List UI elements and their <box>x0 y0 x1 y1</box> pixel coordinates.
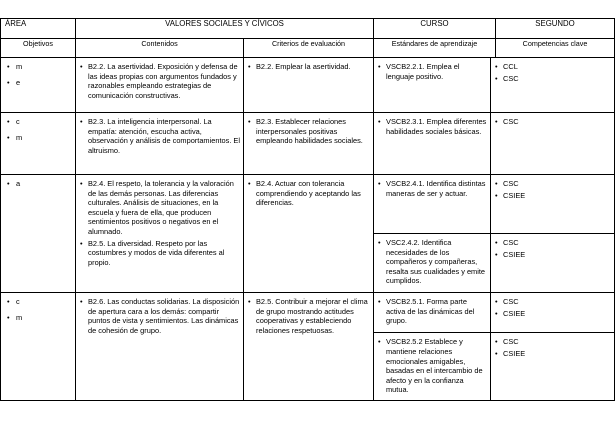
contenidos-cell <box>76 175 244 293</box>
criterio-item: • B2.4. Actuar con tolerancia comprendiendo y aceptando las diferencias. <box>247 179 370 208</box>
contenido-list <box>76 293 243 340</box>
objetivo-list <box>1 293 75 331</box>
objetivo-list <box>1 58 75 96</box>
course-label: CURSO <box>374 19 496 39</box>
estandar-list <box>374 58 490 86</box>
estandares-cell <box>374 58 615 113</box>
competencias-cell <box>491 113 614 174</box>
criterio-list <box>244 175 373 213</box>
competencia-list <box>491 333 614 363</box>
criterios-cell <box>244 58 374 113</box>
title-row <box>1 19 615 39</box>
column-header-competencias: Competencias clave <box>496 39 615 58</box>
contenidos-cell <box>76 293 244 401</box>
criterio-list <box>244 293 373 340</box>
column-header-estandares: Estándares de aprendizaje <box>374 39 496 58</box>
objetivo-item: • m <box>4 133 72 143</box>
contenidos-cell <box>76 58 244 113</box>
estandar-row <box>374 332 614 400</box>
criterios-cell <box>244 293 374 401</box>
estandar-list <box>374 175 490 203</box>
objetivo-item: • c <box>4 117 72 127</box>
estandares-cell <box>374 113 615 175</box>
estandar-cell <box>374 113 491 174</box>
column-header-criterios: Criterios de evaluación <box>244 39 374 58</box>
objetivo-list <box>1 113 75 151</box>
objetivo-item: • m <box>4 62 72 72</box>
table-row <box>1 113 615 175</box>
objetivo-item: • c <box>4 297 72 307</box>
estandares-group <box>374 175 614 292</box>
estandar-cell <box>374 175 491 233</box>
table-body <box>1 58 615 401</box>
objetivo-item: • m <box>4 313 72 323</box>
estandar-item: • VSCB2.2.1. Emplea el lenguaje positivo. <box>377 62 487 81</box>
estandar-list <box>374 234 490 291</box>
criterio-item: • B2.5. Contribuir a mejorar el clima de grupo mostrando actitudes cooperativas y estableciendo relaciones respetuosas. <box>247 297 370 335</box>
criterio-list <box>244 58 373 77</box>
objetivo-item: • e <box>4 78 72 88</box>
criterio-item: • B2.3. Establecer relaciones interpersonales positivas empleando habilidades sociales. <box>247 117 370 146</box>
competencia-list <box>491 293 614 323</box>
competencia-item: • CSC <box>494 179 611 189</box>
area-title: VALORES SOCIALES Y CÍVICOS <box>76 19 374 39</box>
competencia-item: • CSC <box>494 74 611 84</box>
competencia-item: • CSC <box>494 297 611 307</box>
competencia-item: • CSIEE <box>494 250 611 260</box>
competencia-item: • CSC <box>494 238 611 248</box>
estandar-item: • VSCB2.3.1. Emplea diferentes habilidades sociales básicas. <box>377 117 487 136</box>
objetivos-cell <box>1 293 76 401</box>
estandar-item: • VSCB2.4.1. Identifica distintas maneras de ser y actuar. <box>377 179 487 198</box>
competencia-item: • CSC <box>494 337 611 347</box>
competencia-item: • CSC <box>494 117 611 127</box>
column-header-contenidos: Contenidos <box>76 39 244 58</box>
competencia-list <box>491 175 614 205</box>
table-row <box>1 293 615 401</box>
criterios-cell <box>244 113 374 175</box>
table-row <box>1 175 615 293</box>
objetivo-list <box>1 175 75 198</box>
contenido-list <box>76 175 243 272</box>
contenido-item: • B2.6. Las conductas solidarias. La disposición de apertura cara a los demás: compartir puntos de vista y sentimientos. Las dinámicas de cohesión de grupo. <box>79 297 240 335</box>
competencia-list <box>491 113 614 132</box>
competencias-cell <box>491 58 614 112</box>
area-label: ÁREA <box>1 19 76 39</box>
competencia-item: • CSIEE <box>494 191 611 201</box>
competencia-item: • CCL <box>494 62 611 72</box>
estandar-row <box>374 293 614 332</box>
estandar-row <box>374 233 614 292</box>
estandares-cell <box>374 175 615 293</box>
table-row <box>1 58 615 113</box>
contenido-item: • B2.2. La asertividad. Exposición y defensa de las ideas propias con argumentos fundados y razonables empleando estrategias de comunicación constructivas. <box>79 62 240 100</box>
estandar-item: • VSCB2.5.2 Establece y mantiene relaciones emocionales amigables, basadas en el intercambio de afecto y en la confianza mutua. <box>377 337 487 395</box>
estandares-group <box>374 113 614 174</box>
contenido-item: • B2.4. El respeto, la tolerancia y la valoración de las demás personas. Las diferencias culturales. Análisis de situaciones, en la escuela y fuera de ella, que producen sentimientos positivos o negativos en el alumnado. <box>79 179 240 237</box>
estandar-row <box>374 175 614 233</box>
contenido-item: • B2.3. La inteligencia interpersonal. La empatía: atención, escucha activa, observación y análisis de comportamientos. El altruismo. <box>79 117 240 155</box>
competencias-cell <box>491 293 614 332</box>
estandar-item: • VSCB2.5.1. Forma parte activa de las dinámicas del grupo. <box>377 297 487 326</box>
objetivos-cell <box>1 175 76 293</box>
criterio-list <box>244 113 373 151</box>
competencias-cell <box>491 175 614 233</box>
objetivos-cell <box>1 58 76 113</box>
criterio-item: • B2.2. Emplear la asertividad. <box>247 62 370 72</box>
objetivos-cell <box>1 113 76 175</box>
contenido-list <box>76 113 243 160</box>
estandares-cell <box>374 293 615 401</box>
contenido-list <box>76 58 243 105</box>
estandar-cell <box>374 58 491 112</box>
estandar-cell <box>374 234 491 292</box>
competencia-item: • CSIEE <box>494 309 611 319</box>
contenidos-cell <box>76 113 244 175</box>
estandar-row <box>374 58 614 112</box>
estandar-item: • VSC2.4.2. Identifica necesidades de los compañeros y compañeras, resalta sus cualidades y emite cumplidos. <box>377 238 487 286</box>
estandares-group <box>374 58 614 112</box>
estandar-cell <box>374 293 491 332</box>
criterios-cell <box>244 175 374 293</box>
competencia-item: • CSIEE <box>494 349 611 359</box>
competencia-list <box>491 58 614 88</box>
estandar-list <box>374 293 490 331</box>
contenido-item: • B2.5. La diversidad. Respeto por las costumbres y modos de vida diferentes al propio. <box>79 239 240 268</box>
course-value: SEGUNDO <box>496 19 615 39</box>
estandar-cell <box>374 333 491 400</box>
objetivo-item: • a <box>4 179 72 189</box>
competencias-cell <box>491 333 614 400</box>
estandar-list <box>374 333 490 400</box>
column-header-row <box>1 39 615 58</box>
estandar-row <box>374 113 614 174</box>
column-header-objetivos: Objetivos <box>1 39 76 58</box>
estandares-group <box>374 293 614 400</box>
curriculum-table <box>0 18 615 401</box>
competencias-cell <box>491 234 614 292</box>
competencia-list <box>491 234 614 264</box>
estandar-list <box>374 113 490 141</box>
